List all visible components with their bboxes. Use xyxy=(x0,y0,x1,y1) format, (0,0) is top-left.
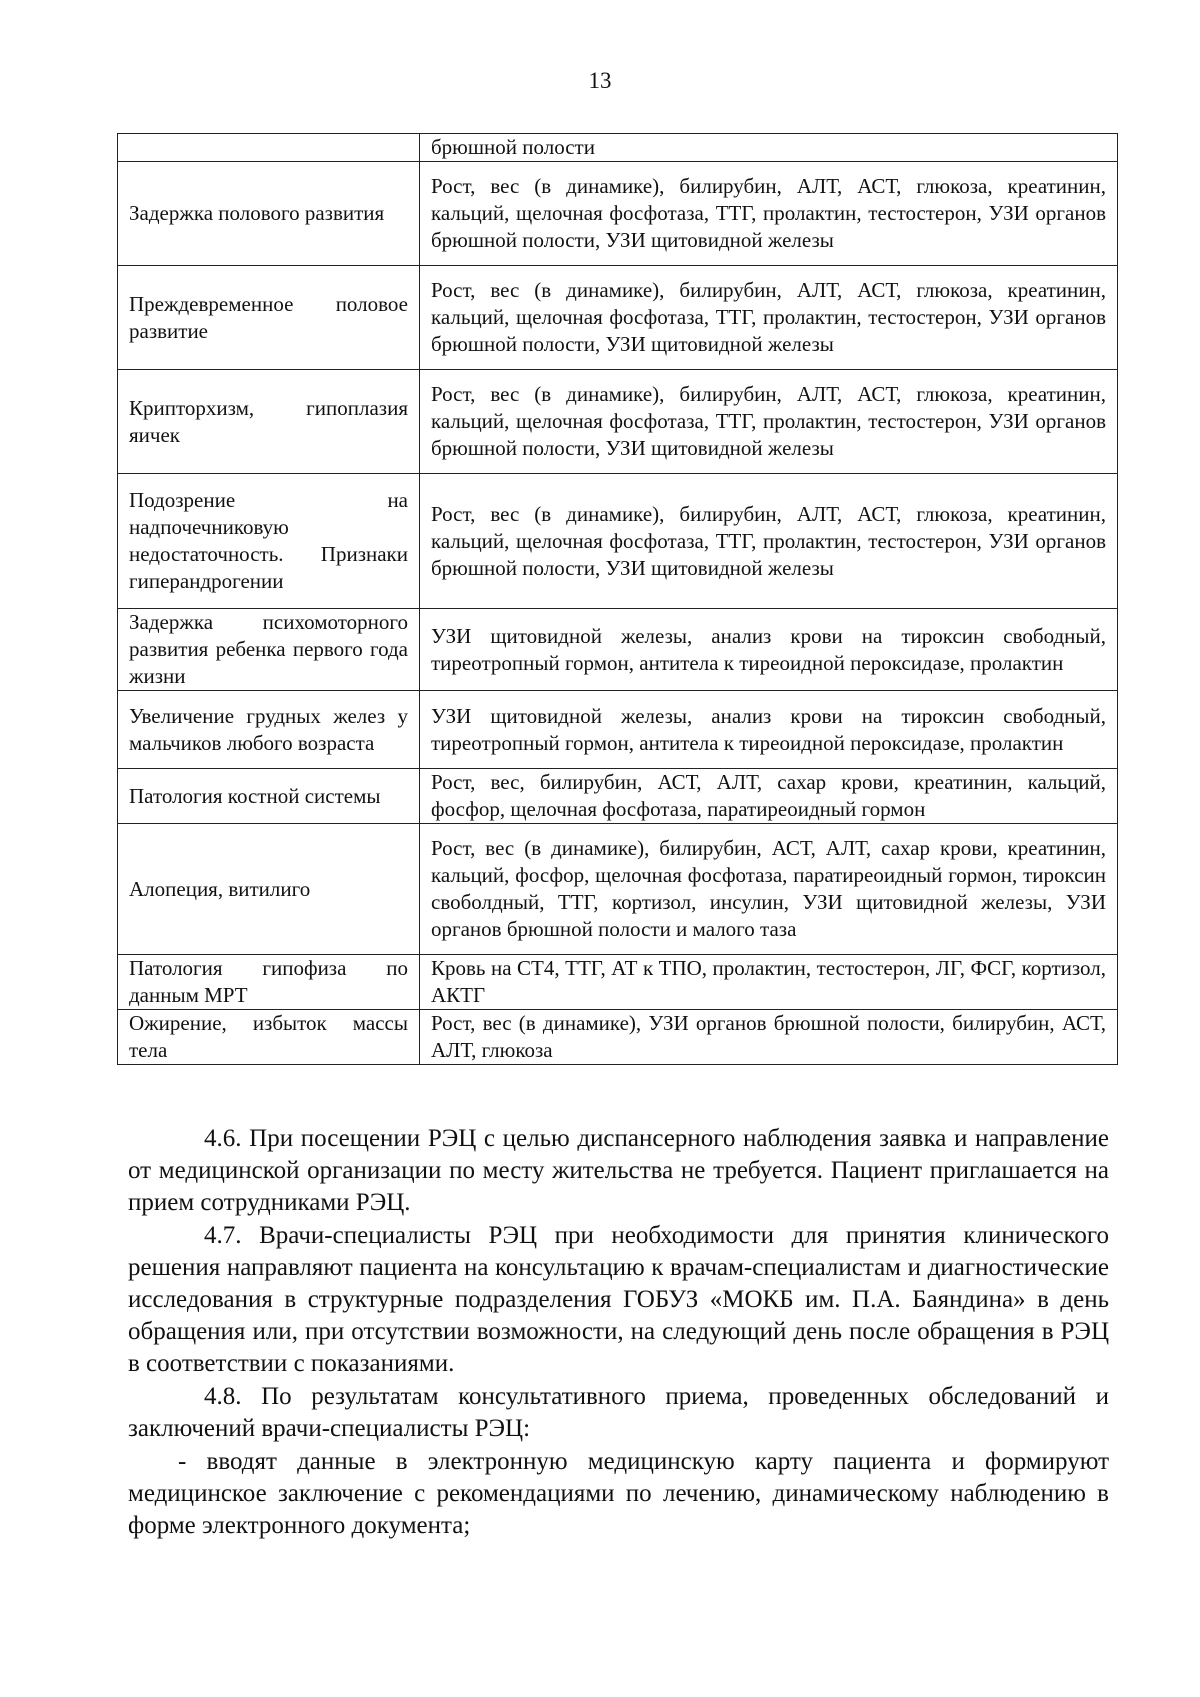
table-row xyxy=(118,134,1118,162)
paragraph-4-7: 4.7. Врачи-специалисты РЭЦ при необходимости для принятия клинического решения направляют пациента на консультацию к врачам-специалистам и диагностические исследования в структурные подразделения ГОБУЗ «МОКБ им. П.А. Баяндина» в день обращения или, при отсутствии возможности, на следующий день после обращения в РЭЦ в соответствии с показаниями. xyxy=(128,1222,1109,1377)
investigations-cell: Кровь на СТ4, ТТГ, АТ к ТПО, пролактин, тестостерон, ЛГ, ФСГ, кортизол, АКТГ xyxy=(420,955,1118,1010)
investigations-cell: Рост, вес (в динамике), билирубин, АЛТ, АСТ, глюкоза, креатинин, кальций, щелочная фосфотаза, ТТГ, пролактин, тестостерон, УЗИ органов брюшной полости, УЗИ щитовидной железы xyxy=(420,370,1118,474)
table-row xyxy=(118,691,1118,769)
condition-cell xyxy=(118,134,420,162)
condition-cell: Алопеция, витилиго xyxy=(118,824,420,955)
table-row xyxy=(118,474,1118,609)
paragraph-4-6: 4.6. При посещении РЭЦ с целью диспансерного наблюдения заявка и направление от медицинской организации по месту жительства не требуется. Пациент приглашается на прием сотрудниками РЭЦ. xyxy=(128,1125,1109,1216)
table-row xyxy=(118,266,1118,370)
condition-cell: Крипторхизм, гипоплазия яичек xyxy=(118,370,420,474)
table-row xyxy=(118,955,1118,1010)
table-row xyxy=(118,824,1118,955)
paragraph-4-8: 4.8. По результатам консультативного приема, проведенных обследований и заключений врачи-специалисты РЭЦ: xyxy=(128,1383,1109,1442)
investigations-cell: Рост, вес (в динамике), билирубин, АЛТ, АСТ, глюкоза, креатинин, кальций, щелочная фосфотаза, ТТГ, пролактин, тестостерон, УЗИ органов брюшной полости, УЗИ щитовидной железы xyxy=(420,266,1118,370)
investigations-cell: Рост, вес (в динамике), билирубин, АЛТ, АСТ, глюкоза, креатинин, кальций, щелочная фосфотаза, ТТГ, пролактин, тестостерон, УЗИ органов брюшной полости, УЗИ щитовидной железы xyxy=(420,474,1118,609)
table-row xyxy=(118,1010,1118,1065)
table-row xyxy=(118,162,1118,266)
investigations-cell: брюшной полости xyxy=(420,134,1118,162)
bullet-item: - вводят данные в электронную медицинскую карту пациента и формируют медицинское заключение с рекомендациями по лечению, динамическому наблюдению в форме электронного документа; xyxy=(128,1448,1109,1539)
condition-cell: Подозрение на надпочечниковую недостаточность. Признаки гиперандрогении xyxy=(118,474,420,609)
table-row xyxy=(118,609,1118,691)
condition-cell: Задержка полового развития xyxy=(118,162,420,266)
investigations-cell: УЗИ щитовидной железы, анализ крови на тироксин свободный, тиреотропный гормон, антитела к тиреоидной пероксидазе, пролактин xyxy=(420,609,1118,691)
investigations-cell: Рост, вес (в динамике), УЗИ органов брюшной полости, билирубин, АСТ, АЛТ, глюкоза xyxy=(420,1010,1118,1065)
investigations-cell: Рост, вес (в динамике), билирубин, АСТ, АЛТ, сахар крови, креатинин, кальций, фосфор, щелочная фосфотаза, паратиреоидный гормон, тироксин своболдный, ТТГ, кортизол, инсулин, УЗИ щитовидной железы, УЗИ органов брюшной полости и малого таза xyxy=(420,824,1118,955)
table-row xyxy=(118,370,1118,474)
condition-cell: Увеличение грудных желез у мальчиков любого возраста xyxy=(118,691,420,769)
condition-cell: Патология гипофиза по данным МРТ xyxy=(118,955,420,1010)
condition-cell: Преждевременное половое развитие xyxy=(118,266,420,370)
condition-cell: Ожирение, избыток массы тела xyxy=(118,1010,420,1065)
condition-cell: Задержка психомоторного развития ребенка первого года жизни xyxy=(118,609,420,691)
page-number: 13 xyxy=(588,68,612,93)
table-row xyxy=(118,769,1118,824)
body-text xyxy=(128,1123,1109,1543)
investigations-cell: Рост, вес, билирубин, АСТ, АЛТ, сахар крови, креатинин, кальций, фосфор, щелочная фосфотаза, паратиреоидный гормон xyxy=(420,769,1118,824)
investigations-cell: Рост, вес (в динамике), билирубин, АЛТ, АСТ, глюкоза, креатинин, кальций, щелочная фосфотаза, ТТГ, пролактин, тестостерон, УЗИ органов брюшной полости, УЗИ щитовидной железы xyxy=(420,162,1118,266)
condition-cell: Патология костной системы xyxy=(118,769,420,824)
investigations-cell: УЗИ щитовидной железы, анализ крови на тироксин свободный, тиреотропный гормон, антитела к тиреоидной пероксидазе, пролактин xyxy=(420,691,1118,769)
examination-table xyxy=(117,133,1118,1065)
